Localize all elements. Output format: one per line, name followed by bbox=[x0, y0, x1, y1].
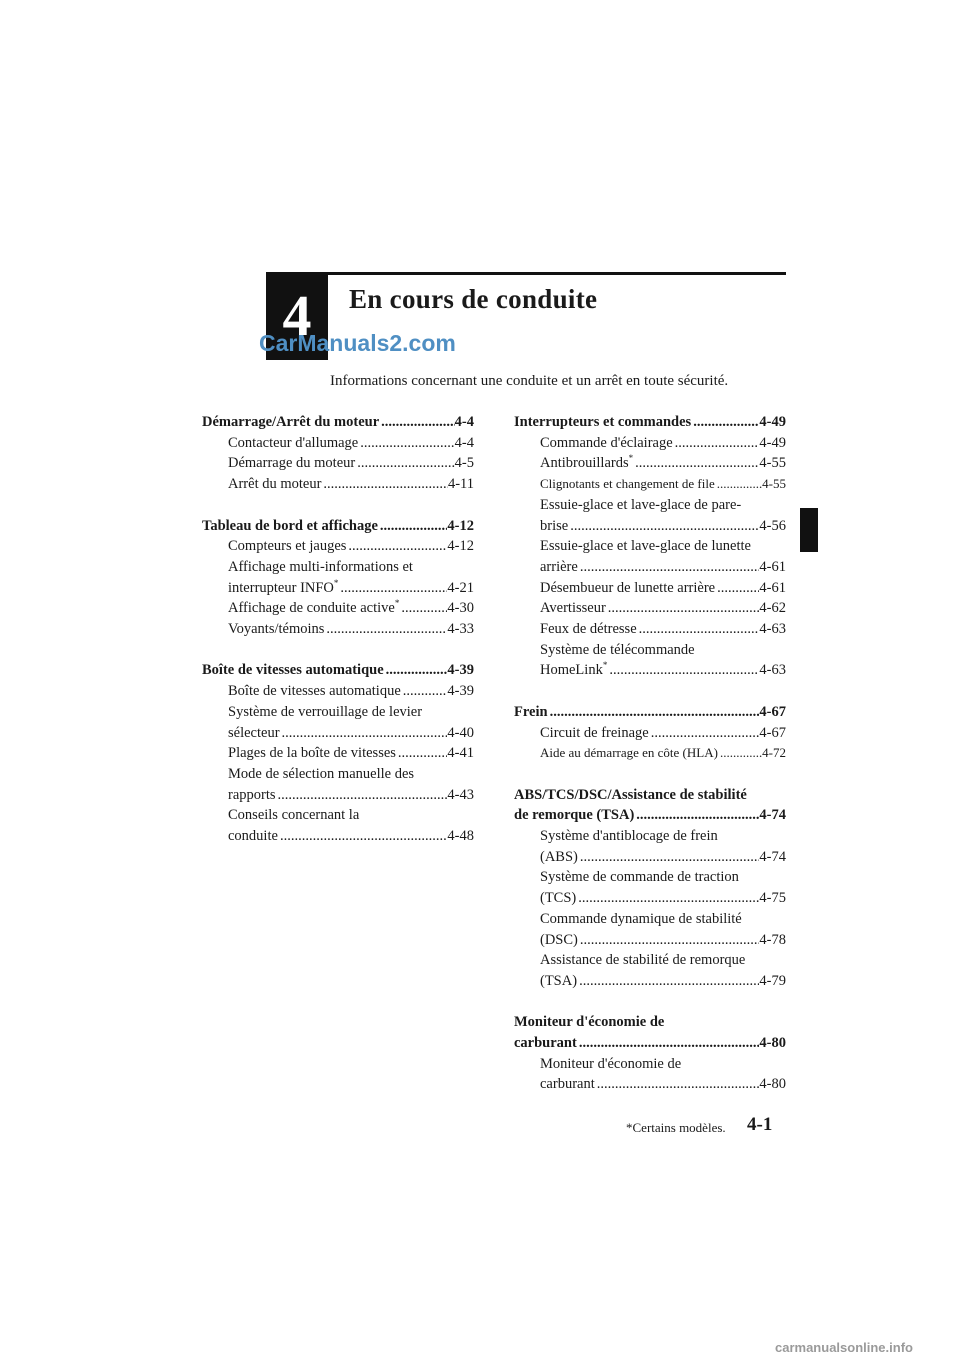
watermark-carmanuals2[interactable]: CarManuals2.com bbox=[259, 330, 456, 356]
toc-heading[interactable]: de remorque (TSA) ..... 4-74 bbox=[514, 805, 786, 826]
toc-right-column bbox=[514, 412, 786, 1116]
toc-heading[interactable]: carburant ..... 4-80 bbox=[514, 1033, 786, 1054]
toc-entry-line1[interactable]: Essuie-glace et lave-glace de lunette bbox=[540, 538, 751, 555]
toc-entry[interactable]: Compteurs et jauges ..... 4-12 bbox=[202, 536, 474, 557]
chapter-side-tab bbox=[800, 508, 818, 552]
toc-entry[interactable]: Clignotants et changement de file ..... 4-55 bbox=[514, 474, 786, 495]
toc-heading[interactable]: Tableau de bord et affichage ..... 4-12 bbox=[202, 516, 474, 537]
toc-entry-line1[interactable]: Affichage multi-informations et bbox=[228, 558, 413, 575]
toc-heading[interactable]: Frein ..... 4-67 bbox=[514, 702, 786, 723]
toc-entry[interactable]: Désembueur de lunette arrière ..... 4-61 bbox=[514, 578, 786, 599]
toc-entry[interactable]: Arrêt du moteur ..... 4-11 bbox=[202, 474, 474, 495]
toc-heading[interactable]: Interrupteurs et commandes ..... 4-49 bbox=[514, 412, 786, 433]
chapter-title: En cours de conduite bbox=[349, 284, 598, 314]
toc-left-column bbox=[202, 412, 474, 867]
toc-entry-line1[interactable]: Commande dynamique de stabilité bbox=[540, 910, 742, 927]
toc-entry[interactable]: arrière ..... 4-61 bbox=[514, 557, 786, 578]
toc-entry[interactable]: Aide au démarrage en côte (HLA) ..... 4-72 bbox=[514, 743, 786, 764]
toc-entry[interactable]: carburant ..... 4-80 bbox=[514, 1074, 786, 1095]
toc-entry[interactable]: Affichage de conduite active* ..... 4-30 bbox=[202, 598, 474, 619]
toc-entry-line1[interactable]: Système d'antiblocage de frein bbox=[540, 828, 718, 845]
toc-section-interrupteurs bbox=[514, 412, 786, 681]
toc-entry[interactable]: Antibrouillards* ..... 4-55 bbox=[514, 453, 786, 474]
toc-section-tableau bbox=[202, 516, 474, 640]
toc-entry-line1[interactable]: Assistance de stabilité de remorque bbox=[540, 952, 746, 969]
toc-entry-line1[interactable]: Conseils concernant la bbox=[228, 807, 360, 824]
toc-section-abs bbox=[514, 785, 786, 992]
toc-entry[interactable]: (DSC) ..... 4-78 bbox=[514, 930, 786, 951]
toc-entry[interactable]: Commande d'éclairage ..... 4-49 bbox=[514, 433, 786, 454]
toc-entry[interactable]: (TCS) ..... 4-75 bbox=[514, 888, 786, 909]
toc-entry[interactable]: Voyants/témoins ..... 4-33 bbox=[202, 619, 474, 640]
toc-heading[interactable]: Démarrage/Arrêt du moteur ..... 4-4 bbox=[202, 412, 474, 433]
toc-entry[interactable]: Circuit de freinage ..... 4-67 bbox=[514, 723, 786, 744]
toc-entry-line1[interactable]: Système de commande de traction bbox=[540, 869, 739, 886]
chapter-title-rule bbox=[328, 272, 786, 275]
toc-heading-line1[interactable]: Moniteur d'économie de bbox=[514, 1014, 665, 1031]
toc-entry[interactable]: Feux de détresse ..... 4-63 bbox=[514, 619, 786, 640]
toc-section-frein bbox=[514, 702, 786, 764]
toc-entry[interactable]: interrupteur INFO* ..... 4-21 bbox=[202, 578, 474, 599]
page-number: 4-1 bbox=[747, 1114, 773, 1135]
toc-entry[interactable]: Plages de la boîte de vitesses ..... 4-41 bbox=[202, 743, 474, 764]
chapter-subtitle: Informations concernant une conduite et un arrêt en toute sécurité. bbox=[330, 373, 729, 389]
watermark-carmanualsonline[interactable]: carmanualsonline.info bbox=[775, 1340, 913, 1355]
toc-entry[interactable]: conduite ..... 4-48 bbox=[202, 826, 474, 847]
toc-entry[interactable]: Boîte de vitesses automatique ..... 4-39 bbox=[202, 681, 474, 702]
toc-section-demarrage bbox=[202, 412, 474, 495]
toc-entry[interactable]: Avertisseur ..... 4-62 bbox=[514, 598, 786, 619]
toc-heading-line1[interactable]: ABS/TCS/DSC/Assistance de stabilité bbox=[514, 786, 747, 803]
toc-entry[interactable]: brise ..... 4-56 bbox=[514, 516, 786, 537]
toc-section-boite bbox=[202, 660, 474, 846]
toc-entry-line1[interactable]: Système de télécommande bbox=[540, 641, 695, 658]
toc-entry-line1[interactable]: Essuie-glace et lave-glace de pare- bbox=[540, 496, 742, 513]
toc-entry[interactable]: HomeLink* ..... 4-63 bbox=[514, 660, 786, 681]
toc-entry[interactable]: Démarrage du moteur ..... 4-5 bbox=[202, 453, 474, 474]
toc-entry[interactable]: Contacteur d'allumage ..... 4-4 bbox=[202, 433, 474, 454]
toc-entry[interactable]: (TSA) ..... 4-79 bbox=[514, 971, 786, 992]
toc-heading[interactable]: Boîte de vitesses automatique ..... 4-39 bbox=[202, 660, 474, 681]
toc-entry-line1[interactable]: Moniteur d'économie de bbox=[540, 1055, 682, 1072]
toc-entry[interactable]: rapports ..... 4-43 bbox=[202, 785, 474, 806]
toc-entry[interactable]: sélecteur ..... 4-40 bbox=[202, 723, 474, 744]
toc-entry-line1[interactable]: Mode de sélection manuelle des bbox=[228, 765, 415, 782]
toc-entry-line1[interactable]: Système de verrouillage de levier bbox=[228, 703, 423, 720]
toc-entry[interactable]: (ABS) ..... 4-74 bbox=[514, 847, 786, 868]
footnote-certain-models: *Certains modèles. bbox=[626, 1120, 726, 1135]
chapter-number: 4 bbox=[266, 272, 328, 360]
toc-section-moniteur bbox=[514, 1012, 786, 1095]
